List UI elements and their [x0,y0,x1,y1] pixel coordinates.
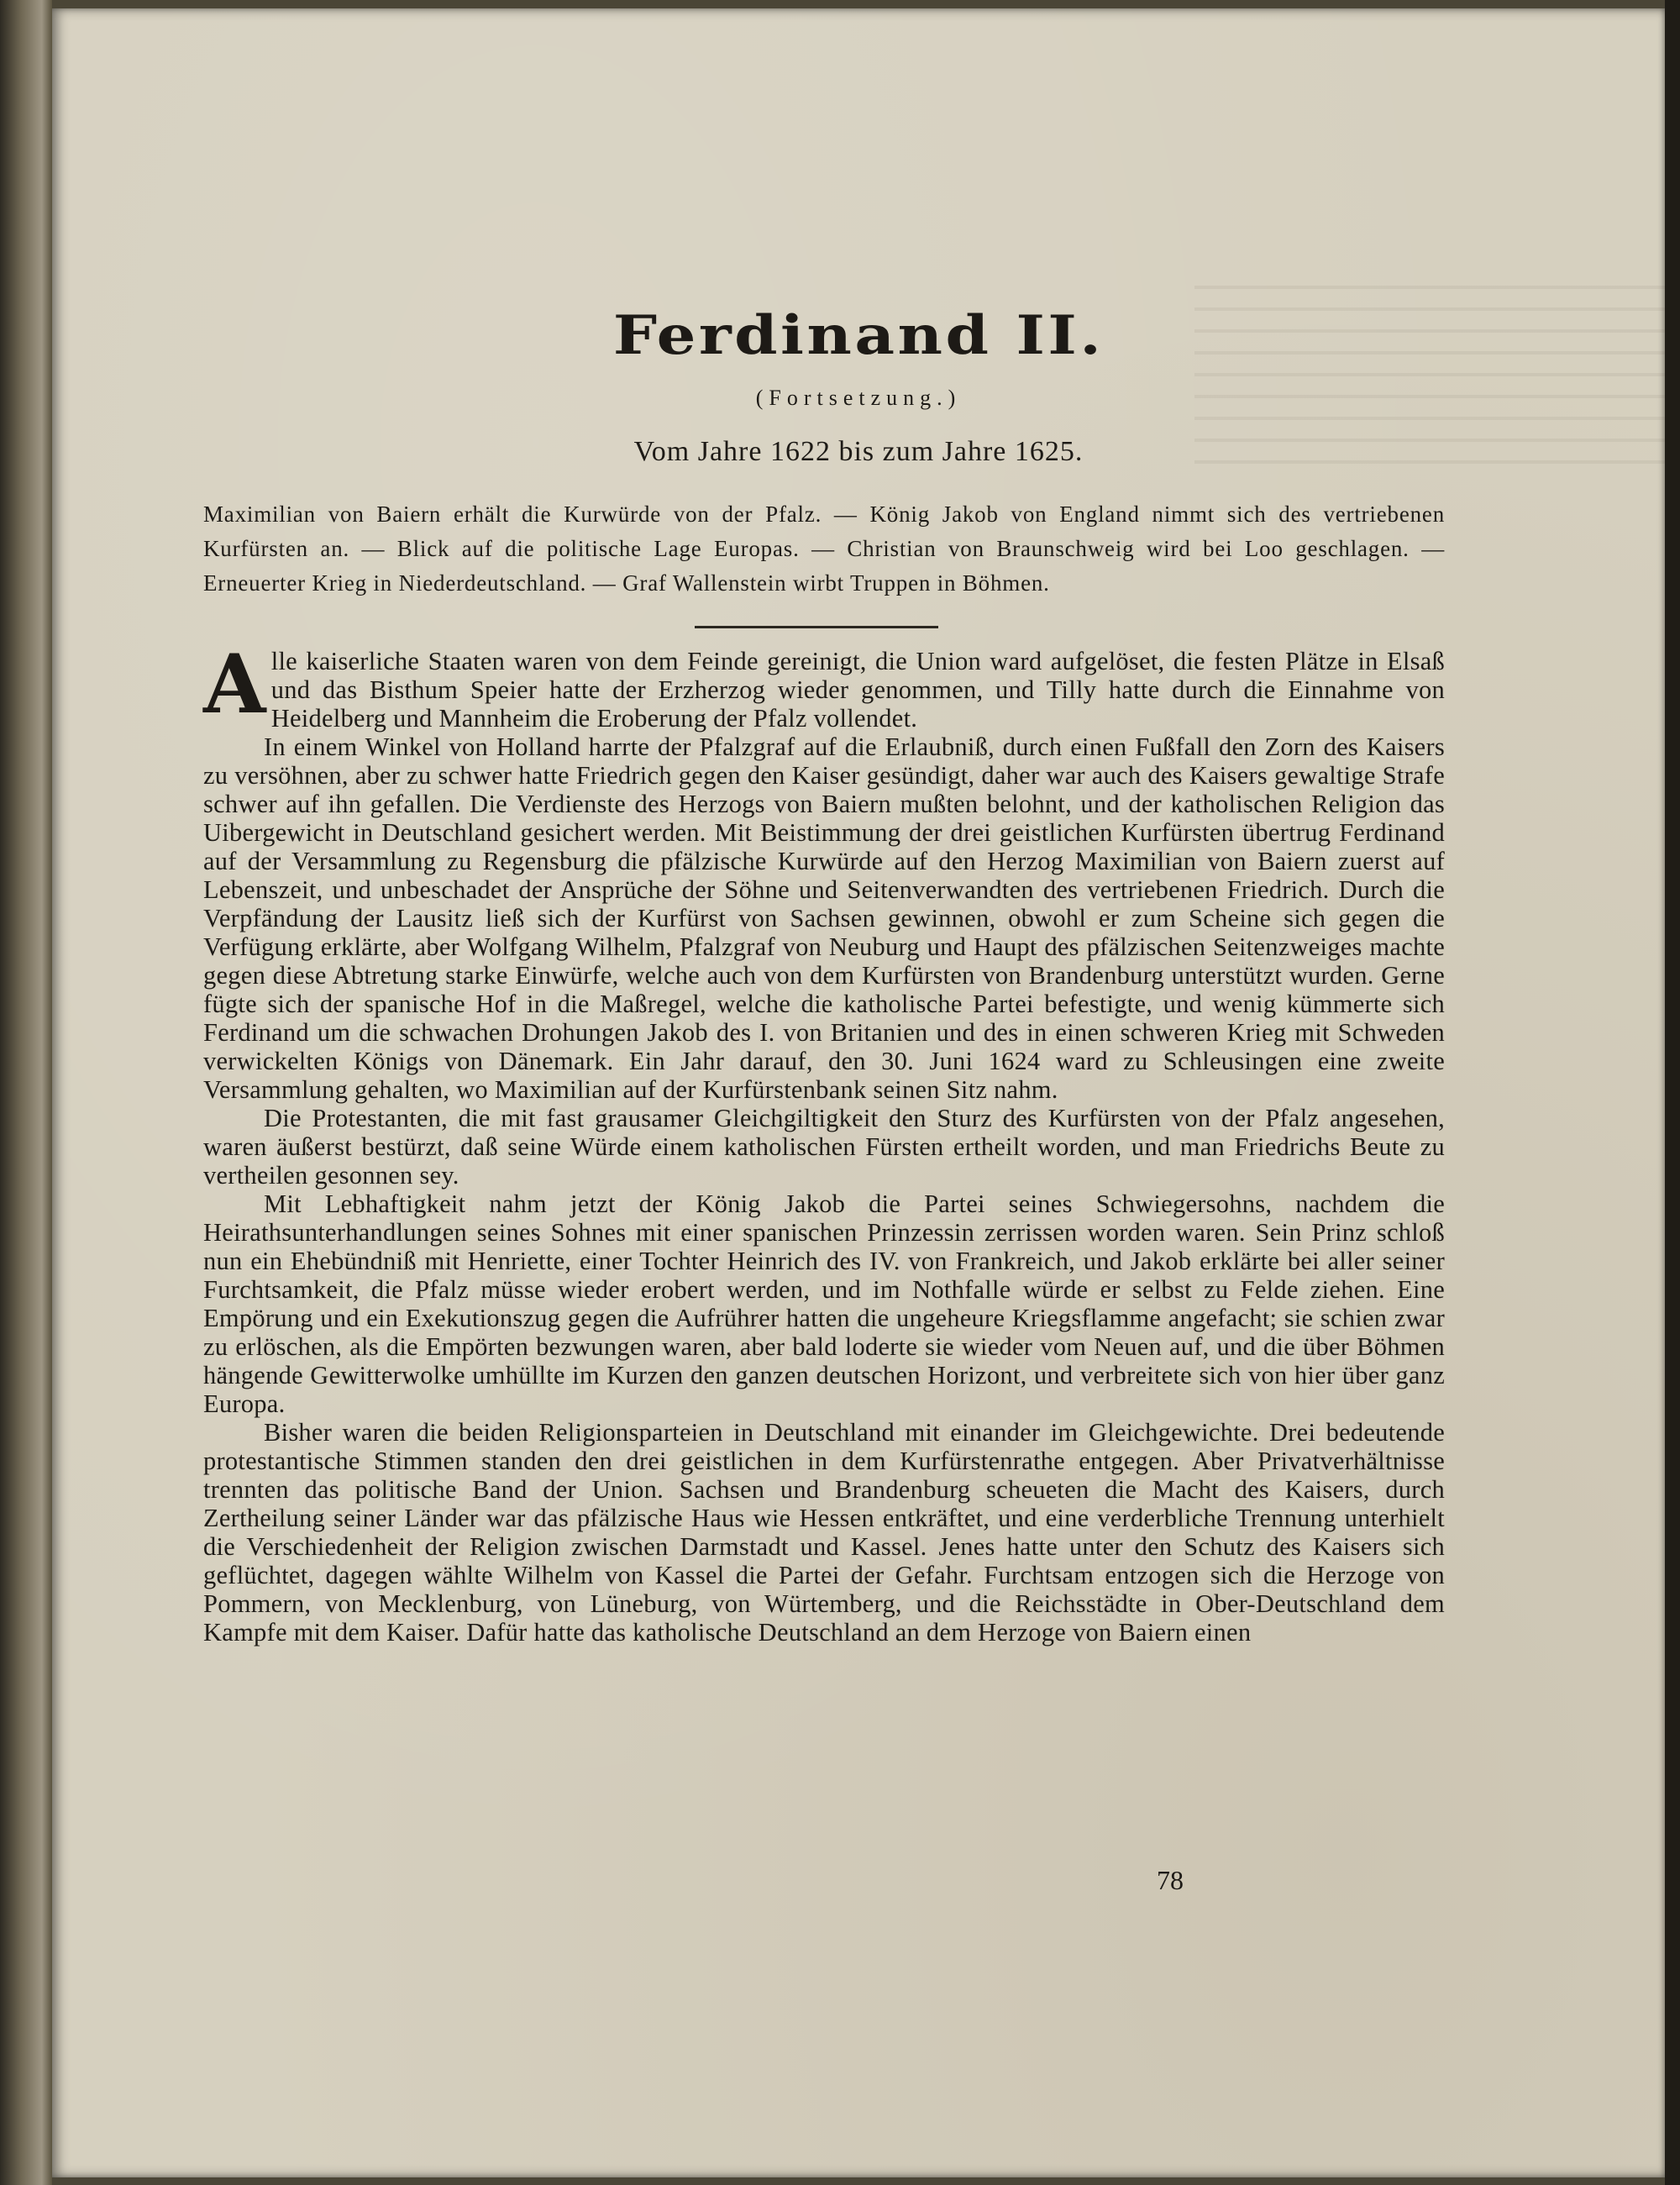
chapter-dates: Vom Jahre 1622 bis zum Jahre 1625. [633,436,1084,467]
paragraph: Mit Lebhaftigkeit nahm jetzt der König Jakob die Partei seines Schwiegersohns, nachdem die Heirathsunterhandlungen seines Sohnes mit einer spanischen Prinzessin zerrissen worden waren. Sein Prinz schloß nun ein Ehebündniß mit Henriette, einer Tochter Heinrich des IV. von Frankreich, und Jakob erklärte bei aller seiner Furchtsamkeit, die Pfalz müsse wieder erobert werden, und im Nothfalle würde er selbst zu Felde ziehen. Eine Empörung und ein Exekutionszug gegen die Aufrührer hatten die ungeheure Kriegsflamme angefacht; sie schien zwar zu erlöschen, als die Empörten bezwungen waren, aber bald loderte sie wieder vom Neuen auf, und die über Böhmen hängende Gewitterwolke umhüllte im Kurzen den ganzen deutschen Horizont, und verbreitete sich von hier über ganz Europa. [203,1190,1445,1418]
chapter-header [52,302,1665,469]
drop-cap: A [203,637,266,732]
paragraph: In einem Winkel von Holland harrte der Pfalzgraf auf die Erlaubniß, durch einen Fußfall den Zorn des Kaisers zu versöhnen, aber zu schwer hatte Friedrich gegen den Kaiser gesündigt, daher war auch des Kaisers gewaltige Strafe schwer auf ihn gefallen. Die Verdienste des Herzogs von Baiern mußten belohnt, und der katholischen Religion das Uibergewicht in Deutschland gesichert werden. Mit Beistimmung der drei geistlichen Kurfürsten übertrug Ferdinand auf der Versammlung zu Regensburg die pfälzische Kurwürde auf den Herzog Maximilian von Baiern zuerst auf Lebenszeit, und unbeschadet der Ansprüche der Söhne und Seitenverwandten des vertriebenen Friedrich. Durch die Verpfändung der Lausitz ließ sich der Kurfürst von Sachsen gewinnen, obwohl er zum Scheine sich gegen die Verfügung erklärte, aber Wolfgang Wilhelm, Pfalzgraf von Neuburg und Haupt des pfälzischen Seitenzweiges machte gegen diese Abtretung starke Einwürfe, welche auch von dem Kurfürsten von Brandenburg unterstützt wurden. Gerne fügte sich der spanische Hof in die Maßregel, welche die katholische Partei befestigte, und wenig kümmerte sich Ferdinand um die schwachen Drohungen Jakob des I. von Britanien und des in einen schweren Krieg mit Schweden verwickelten Königs von Dänemark. Ein Jahr darauf, den 30. Juni 1624 ward zu Schleusingen eine zweite Versammlung gehalten, wo Maximilian auf der Kurfürstenbank seinen Sitz nahm. [203,733,1445,1104]
paragraph: Bisher waren die beiden Religionsparteien in Deutschland mit einander im Gleichgewichte. Drei bedeutende protestantische Stimmen standen den drei geistlichen in dem Kurfürstenrathe entgegen. Aber Privatverhältnisse trennten das politische Band der Union. Sachsen und Brandenburg scheueten die Macht des Kaisers, durch Zertheilung seiner Länder war das pfälzische Haus wie Hessen entkräftet, und eine verderbliche Trennung unterhielt die Verschiedenheit der Religion zwischen Darmstadt und Kassel. Jenes hatte unter den Schutz des Kaisers sich geflüchtet, dagegen wählte Wilhelm von Kassel die Partei der Gefahr. Furchtsam entzogen sich die Herzoge von Pommern, von Mecklenburg, von Lüneburg, von Würtemberg, und die Reichsstädte in Ober-Deutschland dem Kampfe mit dem Kaiser. Dafür hatte das katholische Deutschland an dem Herzoge von Baiern einen [203,1418,1445,1647]
paragraph-text: lle kaiserliche Staaten waren von dem Feinde gereinigt, die Union ward aufgelöset, die festen Plätze in Elsaß und das Bisthum Speier hatte der Erzherzog wieder genommen, und Tilly hatte durch die Einnahme von Heidelberg und Mannheim die Eroberung der Pfalz vollendet. [270,647,1445,733]
scan-right-edge [1665,0,1680,2185]
book-page [52,8,1668,2177]
chapter-title: Ferdinand II. [612,304,1105,367]
paragraph [203,637,1445,733]
chapter-subtitle: (Fortsetzung.) [755,386,962,410]
divider-rule [695,626,938,628]
chapter-summary: Maximilian von Baiern erhält die Kurwürde von der Pfalz. — König Jakob von England nimmt sich des vertriebenen Kurfürsten an. — Blick auf die politische Lage Europas. — Christian von Braunschweig wird bei Loo geschlagen. — Erneuerter Krieg in Niederdeutschland. — Graf Wallenstein wirbt Truppen in Böhmen. [203,502,1445,596]
paragraph: Die Protestanten, die mit fast grausamer Gleichgiltigkeit den Sturz des Kurfürsten von der Pfalz angesehen, waren äußerst bestürzt, daß seine Würde einem katholischen Fürsten ertheilt worden, und man Friedrichs Beute zu vertheilen gesonnen sey. [203,1104,1445,1190]
body-text [203,637,1445,1647]
facing-page-edge [0,0,52,2185]
page-number: 78 [1157,1865,1184,1895]
